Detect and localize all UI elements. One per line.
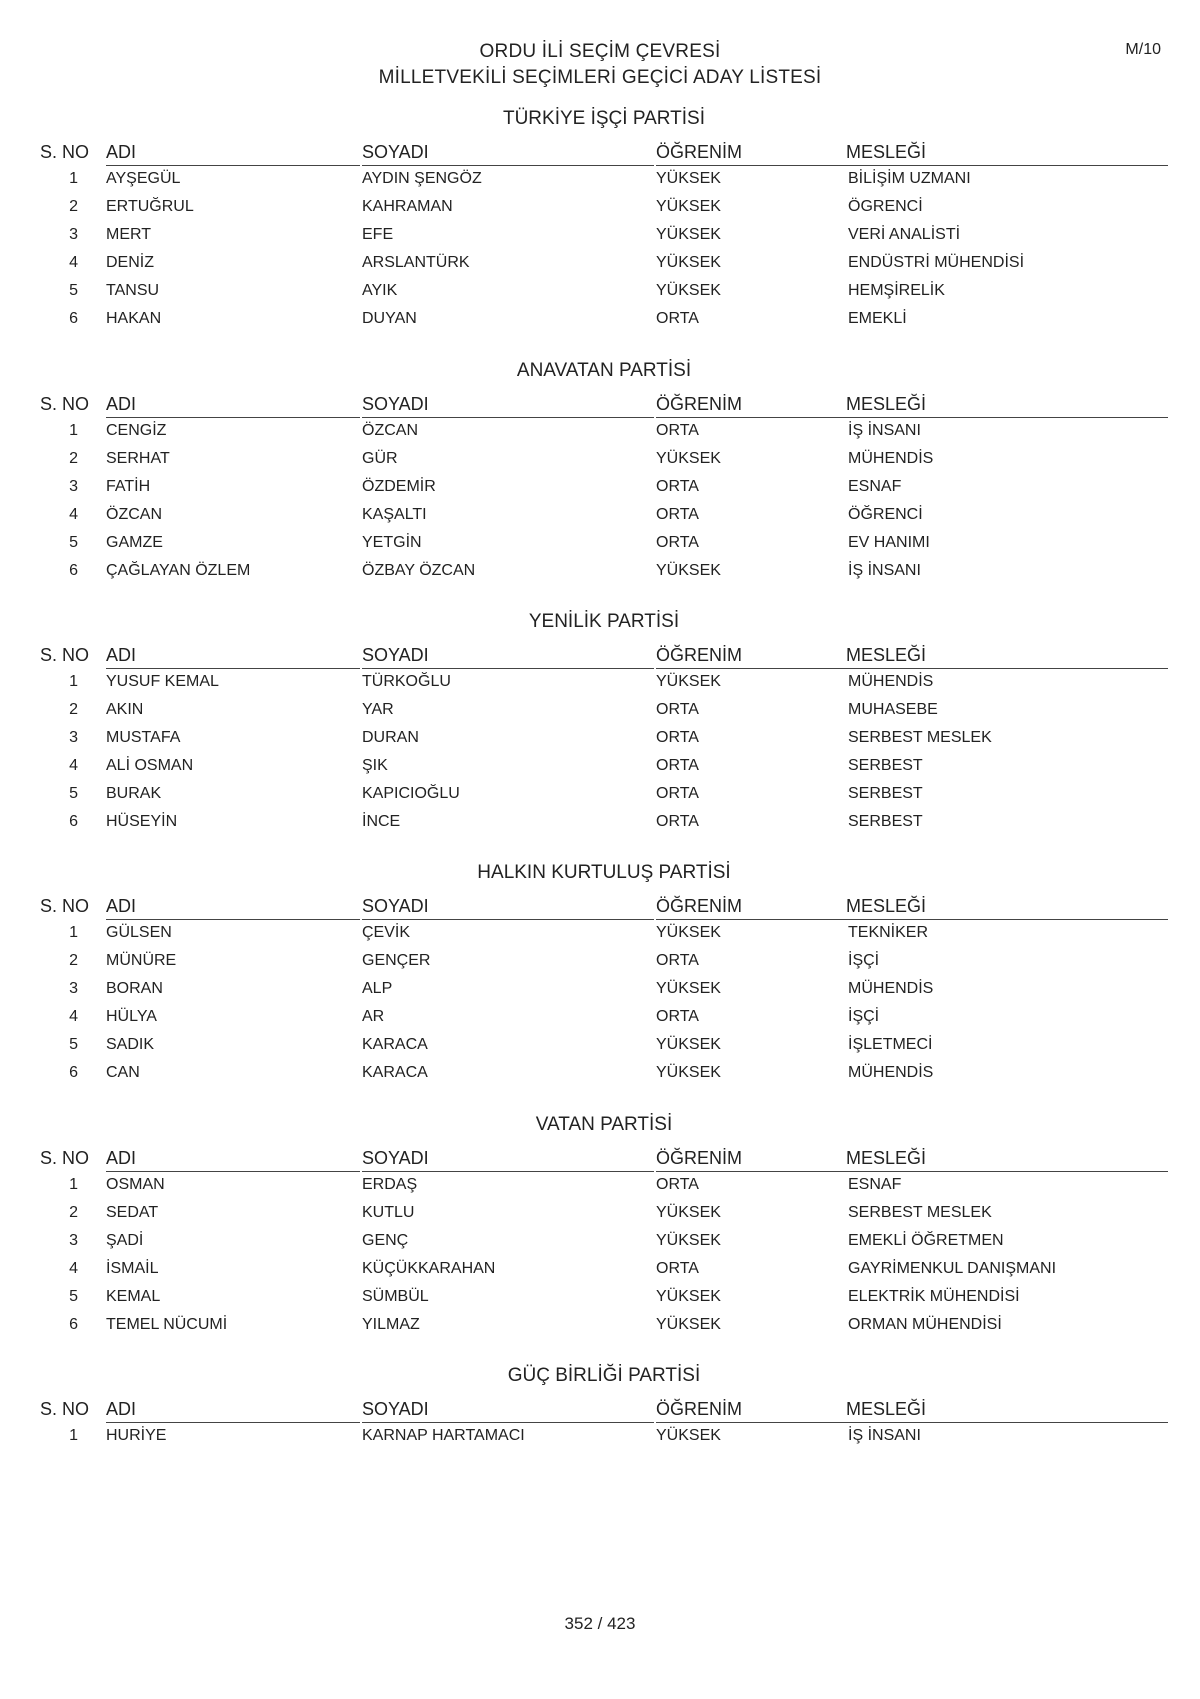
cell-meslegi: ESNAF (848, 478, 902, 495)
table-row (40, 254, 1168, 282)
cell-adi: TANSU (106, 282, 160, 299)
table-row (40, 785, 1168, 813)
cell-adi: CENGİZ (106, 422, 167, 439)
cell-meslegi: İŞÇİ (848, 1008, 880, 1025)
cell-adi: FATİH (106, 478, 151, 495)
cell-soyadi: ÖZDEMİR (362, 478, 436, 495)
cell-adi: MUSTAFA (106, 729, 181, 746)
cell-sno: 2 (69, 198, 78, 215)
cell-meslegi: SERBEST (848, 785, 923, 802)
column-header-meslegi: MESLEĞİ (846, 645, 1168, 669)
cell-sno: 5 (69, 785, 78, 802)
cell-meslegi: SERBEST MESLEK (848, 729, 992, 746)
cell-adi: AKIN (106, 701, 144, 718)
table-header (40, 896, 1168, 922)
cell-sno: 1 (69, 170, 78, 187)
party-section (40, 862, 1168, 1092)
cell-adi: AYŞEGÜL (106, 170, 181, 187)
page-code: M/10 (1125, 41, 1161, 58)
table-row (40, 980, 1168, 1008)
cell-soyadi: SÜMBÜL (362, 1288, 429, 1305)
table-row (40, 1008, 1168, 1036)
cell-sno: 4 (69, 757, 78, 774)
cell-soyadi: TÜRKOĞLU (362, 673, 451, 690)
cell-meslegi: HEMŞİRELİK (848, 282, 945, 299)
cell-sno: 3 (69, 226, 78, 243)
cell-ogrenim: YÜKSEK (656, 1064, 721, 1081)
column-header-meslegi: MESLEĞİ (846, 1148, 1168, 1172)
cell-soyadi: GENÇ (362, 1232, 409, 1249)
cell-sno: 6 (69, 1316, 78, 1333)
cell-soyadi: AYIK (362, 282, 398, 299)
cell-sno: 3 (69, 478, 78, 495)
cell-soyadi: KARACA (362, 1036, 428, 1053)
party-section (40, 360, 1168, 590)
cell-soyadi: AR (362, 1008, 385, 1025)
cell-adi: GÜLSEN (106, 924, 172, 941)
cell-adi: SERHAT (106, 450, 170, 467)
cell-adi: HURİYE (106, 1427, 167, 1444)
cell-meslegi: ÖGRENCİ (848, 198, 923, 215)
page-number: 352 / 423 (564, 1614, 636, 1633)
cell-meslegi: İŞÇİ (848, 952, 880, 969)
cell-soyadi: ÖZCAN (362, 422, 418, 439)
cell-sno: 6 (69, 310, 78, 327)
cell-ogrenim: YÜKSEK (656, 924, 721, 941)
table-row (40, 1064, 1168, 1092)
table-row (40, 1260, 1168, 1288)
cell-sno: 2 (69, 952, 78, 969)
cell-ogrenim: YÜKSEK (656, 562, 721, 579)
table-row (40, 422, 1168, 450)
cell-ogrenim: YÜKSEK (656, 450, 721, 467)
table-row (40, 534, 1168, 562)
column-header-sno: S. NO (40, 142, 90, 162)
cell-sno: 1 (69, 673, 78, 690)
table-row (40, 450, 1168, 478)
column-header-ogrenim: ÖĞRENİM (656, 896, 846, 920)
cell-sno: 4 (69, 254, 78, 271)
cell-ogrenim: YÜKSEK (656, 1036, 721, 1053)
column-header-ogrenim: ÖĞRENİM (656, 1399, 846, 1423)
column-header-meslegi: MESLEĞİ (846, 1399, 1168, 1423)
column-header-adi: ADI (106, 896, 360, 920)
cell-meslegi: BİLİŞİM UZMANI (848, 170, 971, 187)
cell-sno: 2 (69, 1204, 78, 1221)
cell-adi: ALİ OSMAN (106, 757, 194, 774)
column-header-soyadi: SOYADI (362, 142, 654, 166)
cell-adi: SEDAT (106, 1204, 159, 1221)
table-row (40, 729, 1168, 757)
cell-sno: 1 (69, 422, 78, 439)
document-title-line2: MİLLETVEKİLİ SEÇİMLERİ GEÇİCİ ADAY LİSTESİ (378, 67, 822, 88)
cell-meslegi: VERİ ANALİSTİ (848, 226, 961, 243)
cell-ogrenim: YÜKSEK (656, 1427, 721, 1444)
table-row (40, 1288, 1168, 1316)
column-header-sno: S. NO (40, 1399, 90, 1419)
cell-soyadi: ALP (362, 980, 393, 997)
cell-sno: 3 (69, 729, 78, 746)
party-name: HALKIN KURTULUŞ PARTİSİ (477, 862, 731, 883)
cell-adi: SADIK (106, 1036, 155, 1053)
cell-ogrenim: YÜKSEK (656, 1204, 721, 1221)
cell-soyadi: KARACA (362, 1064, 428, 1081)
table-header (40, 645, 1168, 671)
cell-sno: 5 (69, 1036, 78, 1053)
cell-ogrenim: YÜKSEK (656, 254, 721, 271)
cell-soyadi: ŞIK (362, 757, 388, 774)
cell-adi: KEMAL (106, 1288, 161, 1305)
cell-soyadi: GÜR (362, 450, 398, 467)
cell-sno: 5 (69, 1288, 78, 1305)
cell-adi: HÜSEYİN (106, 813, 178, 830)
table-header (40, 1148, 1168, 1174)
cell-ogrenim: ORTA (656, 785, 699, 802)
column-header-sno: S. NO (40, 896, 90, 916)
column-header-meslegi: MESLEĞİ (846, 142, 1168, 166)
column-header-adi: ADI (106, 645, 360, 669)
cell-adi: BORAN (106, 980, 163, 997)
party-name: VATAN PARTİSİ (535, 1114, 673, 1135)
cell-meslegi: ORMAN MÜHENDİSİ (848, 1316, 1002, 1333)
cell-meslegi: TEKNİKER (848, 924, 929, 941)
column-header-ogrenim: ÖĞRENİM (656, 1148, 846, 1172)
cell-ogrenim: ORTA (656, 478, 699, 495)
cell-ogrenim: YÜKSEK (656, 170, 721, 187)
cell-adi: ÖZCAN (106, 506, 162, 523)
cell-ogrenim: ORTA (656, 1176, 699, 1193)
party-section (40, 611, 1168, 841)
table-row (40, 924, 1168, 952)
table-row (40, 673, 1168, 701)
table-row (40, 952, 1168, 980)
cell-soyadi: EFE (362, 226, 394, 243)
cell-meslegi: SERBEST (848, 757, 923, 774)
cell-adi: YUSUF KEMAL (106, 673, 219, 690)
column-header-adi: ADI (106, 1399, 360, 1423)
column-header-soyadi: SOYADI (362, 1148, 654, 1172)
cell-sno: 6 (69, 1064, 78, 1081)
cell-soyadi: ERDAŞ (362, 1176, 418, 1193)
cell-sno: 5 (69, 534, 78, 551)
cell-sno: 6 (69, 813, 78, 830)
cell-ogrenim: ORTA (656, 310, 699, 327)
table-row (40, 1427, 1168, 1455)
table-row (40, 506, 1168, 534)
cell-ogrenim: ORTA (656, 757, 699, 774)
cell-meslegi: MÜHENDİS (848, 980, 934, 997)
column-header-ogrenim: ÖĞRENİM (656, 142, 846, 166)
cell-sno: 4 (69, 1260, 78, 1277)
cell-meslegi: ELEKTRİK MÜHENDİSİ (848, 1288, 1020, 1305)
column-header-meslegi: MESLEĞİ (846, 896, 1168, 920)
cell-sno: 3 (69, 1232, 78, 1249)
table-header (40, 142, 1168, 168)
cell-ogrenim: YÜKSEK (656, 226, 721, 243)
table-row (40, 757, 1168, 785)
cell-soyadi: ÇEVİK (362, 924, 411, 941)
cell-soyadi: KAPICIOĞLU (362, 785, 460, 802)
table-row (40, 1232, 1168, 1260)
table-row (40, 1204, 1168, 1232)
column-header-adi: ADI (106, 394, 360, 418)
column-header-sno: S. NO (40, 1148, 90, 1168)
cell-soyadi: KAŞALTI (362, 506, 427, 523)
column-header-ogrenim: ÖĞRENİM (656, 645, 846, 669)
cell-ogrenim: ORTA (656, 952, 699, 969)
cell-adi: TEMEL NÜCUMİ (106, 1316, 228, 1333)
cell-meslegi: İŞ İNSANI (848, 1427, 921, 1444)
table-header (40, 394, 1168, 420)
cell-meslegi: EV HANIMI (848, 534, 930, 551)
cell-soyadi: DURAN (362, 729, 419, 746)
cell-soyadi: DUYAN (362, 310, 417, 327)
cell-sno: 4 (69, 1008, 78, 1025)
column-header-sno: S. NO (40, 645, 90, 665)
table-header (40, 1399, 1168, 1425)
cell-sno: 3 (69, 980, 78, 997)
cell-meslegi: SERBEST MESLEK (848, 1204, 992, 1221)
cell-sno: 1 (69, 1427, 78, 1444)
cell-soyadi: KAHRAMAN (362, 198, 453, 215)
cell-meslegi: EMEKLİ (848, 310, 907, 327)
cell-adi: ÇAĞLAYAN ÖZLEM (106, 562, 251, 579)
cell-meslegi: GAYRİMENKUL DANIŞMANI (848, 1260, 1057, 1277)
cell-ogrenim: YÜKSEK (656, 198, 721, 215)
cell-sno: 2 (69, 450, 78, 467)
cell-adi: HAKAN (106, 310, 162, 327)
cell-soyadi: KÜÇÜKKARAHAN (362, 1260, 496, 1277)
cell-ogrenim: YÜKSEK (656, 1316, 721, 1333)
cell-meslegi: EMEKLİ ÖĞRETMEN (848, 1232, 1004, 1249)
cell-ogrenim: ORTA (656, 506, 699, 523)
cell-sno: 6 (69, 562, 78, 579)
cell-sno: 4 (69, 506, 78, 523)
cell-ogrenim: YÜKSEK (656, 1232, 721, 1249)
cell-soyadi: KARNAP HARTAMACI (362, 1427, 525, 1444)
cell-ogrenim: ORTA (656, 701, 699, 718)
cell-soyadi: AYDIN ŞENGÖZ (362, 170, 482, 187)
cell-adi: HÜLYA (106, 1008, 157, 1025)
cell-adi: ERTUĞRUL (106, 198, 194, 215)
cell-adi: BURAK (106, 785, 162, 802)
cell-sno: 5 (69, 282, 78, 299)
document-title-line1: ORDU İLİ SEÇİM ÇEVRESİ (479, 41, 721, 62)
table-row (40, 478, 1168, 506)
cell-meslegi: MÜHENDİS (848, 450, 934, 467)
cell-soyadi: KUTLU (362, 1204, 415, 1221)
column-header-meslegi: MESLEĞİ (846, 394, 1168, 418)
table-row (40, 813, 1168, 841)
party-name: ANAVATAN PARTİSİ (516, 360, 692, 381)
cell-soyadi: İNCE (362, 813, 401, 830)
table-row (40, 1036, 1168, 1064)
party-section (40, 108, 1168, 338)
cell-ogrenim: YÜKSEK (656, 282, 721, 299)
table-row (40, 170, 1168, 198)
cell-soyadi: ÖZBAY ÖZCAN (362, 562, 476, 579)
cell-soyadi: ARSLANTÜRK (362, 254, 470, 271)
cell-adi: MÜNÜRE (106, 952, 177, 969)
cell-meslegi: İŞ İNSANI (848, 422, 921, 439)
cell-adi: GAMZE (106, 534, 163, 551)
cell-adi: DENİZ (106, 254, 154, 271)
column-header-soyadi: SOYADI (362, 645, 654, 669)
cell-meslegi: İŞLETMECİ (848, 1036, 933, 1053)
cell-ogrenim: ORTA (656, 534, 699, 551)
table-row (40, 198, 1168, 226)
cell-meslegi: SERBEST (848, 813, 923, 830)
table-row (40, 701, 1168, 729)
table-row (40, 310, 1168, 338)
party-name: GÜÇ BİRLİĞİ PARTİSİ (507, 1365, 701, 1386)
table-row (40, 282, 1168, 310)
cell-sno: 2 (69, 701, 78, 718)
cell-soyadi: YETGİN (362, 534, 422, 551)
column-header-soyadi: SOYADI (362, 394, 654, 418)
cell-ogrenim: ORTA (656, 422, 699, 439)
cell-adi: İSMAİL (106, 1260, 159, 1277)
column-header-soyadi: SOYADI (362, 1399, 654, 1423)
cell-ogrenim: ORTA (656, 729, 699, 746)
cell-adi: ŞADİ (106, 1232, 144, 1249)
cell-meslegi: MÜHENDİS (848, 673, 934, 690)
table-row (40, 1316, 1168, 1344)
cell-adi: MERT (106, 226, 152, 243)
column-header-adi: ADI (106, 1148, 360, 1172)
cell-meslegi: MUHASEBE (848, 701, 938, 718)
cell-ogrenim: ORTA (656, 813, 699, 830)
cell-ogrenim: ORTA (656, 1008, 699, 1025)
cell-ogrenim: YÜKSEK (656, 1288, 721, 1305)
cell-adi: OSMAN (106, 1176, 165, 1193)
cell-adi: CAN (106, 1064, 140, 1081)
party-section (40, 1365, 1168, 1455)
cell-soyadi: YILMAZ (362, 1316, 420, 1333)
column-header-sno: S. NO (40, 394, 90, 414)
table-row (40, 226, 1168, 254)
cell-sno: 1 (69, 924, 78, 941)
cell-ogrenim: YÜKSEK (656, 673, 721, 690)
cell-meslegi: ENDÜSTRİ MÜHENDİSİ (848, 254, 1025, 271)
table-row (40, 562, 1168, 590)
party-section (40, 1114, 1168, 1344)
party-name: YENİLİK PARTİSİ (528, 611, 680, 632)
cell-sno: 1 (69, 1176, 78, 1193)
cell-meslegi: İŞ İNSANI (848, 562, 921, 579)
cell-ogrenim: YÜKSEK (656, 980, 721, 997)
cell-ogrenim: ORTA (656, 1260, 699, 1277)
party-name: TÜRKİYE İŞÇİ PARTİSİ (502, 108, 705, 129)
cell-meslegi: ESNAF (848, 1176, 902, 1193)
table-row (40, 1176, 1168, 1204)
column-header-ogrenim: ÖĞRENİM (656, 394, 846, 418)
column-header-adi: ADI (106, 142, 360, 166)
cell-meslegi: ÖĞRENCİ (848, 506, 923, 523)
column-header-soyadi: SOYADI (362, 896, 654, 920)
cell-soyadi: YAR (362, 701, 394, 718)
cell-soyadi: GENÇER (362, 952, 431, 969)
cell-meslegi: MÜHENDİS (848, 1064, 934, 1081)
